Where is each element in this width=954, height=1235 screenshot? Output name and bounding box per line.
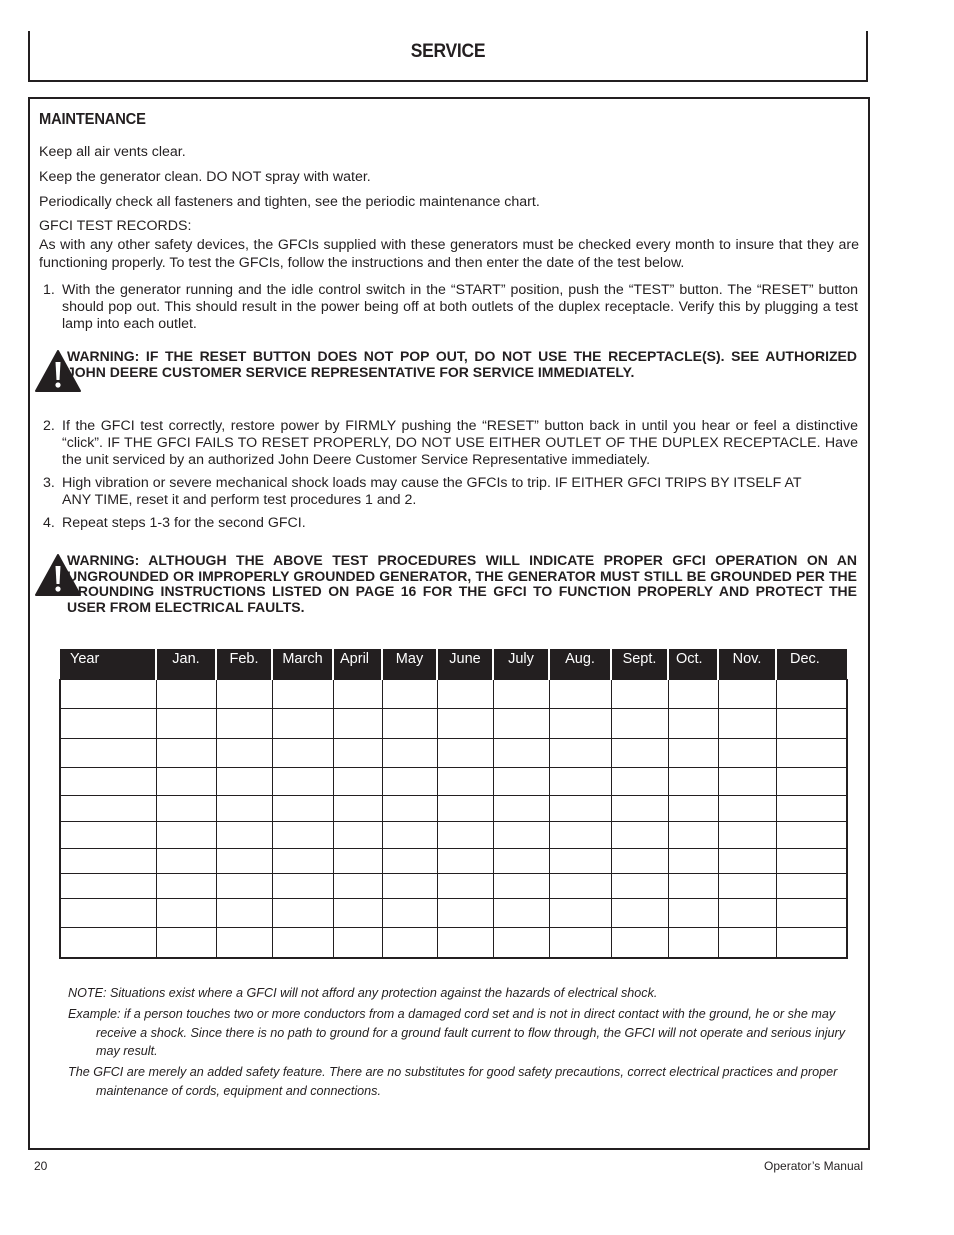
paragraph-clean: Keep the generator clean. DO NOT spray with water. <box>39 169 371 185</box>
table-row <box>60 767 847 795</box>
record-cell[interactable] <box>216 899 272 928</box>
record-cell[interactable] <box>333 708 382 738</box>
record-cell[interactable] <box>437 708 493 738</box>
record-cell[interactable] <box>156 899 216 928</box>
record-cell[interactable] <box>493 874 549 899</box>
record-cell[interactable] <box>60 738 156 767</box>
note-example <box>68 1005 860 1061</box>
step-number: 2. <box>43 418 55 434</box>
column-header-july: July <box>493 649 549 679</box>
record-cell[interactable] <box>776 821 847 848</box>
record-cell[interactable] <box>776 899 847 928</box>
step-text: If the GFCI test correctly, restore power by FIRMLY pushing the “RESET” button back in until you hear or feel a distinctive “click”. IF THE GFCI FAILS TO RESET PROPERLY, DO NOT USE EITHER OUTLET OF THE DUPLEX RECEPTACLE. Have the unit serviced by an authorized John Deere Customer Service Representative immediately. <box>62 418 858 468</box>
record-cell[interactable] <box>611 679 668 708</box>
table-header-row <box>60 649 847 679</box>
record-cell[interactable] <box>549 821 611 848</box>
record-cell[interactable] <box>776 708 847 738</box>
record-cell[interactable] <box>382 795 437 821</box>
record-cell[interactable] <box>493 899 549 928</box>
record-cell[interactable] <box>493 738 549 767</box>
note-safety-feature <box>68 1063 860 1100</box>
record-cell[interactable] <box>718 767 776 795</box>
record-cell[interactable] <box>718 849 776 874</box>
gfci-test-record-table <box>59 649 848 959</box>
record-cell[interactable] <box>272 795 333 821</box>
paragraph-fasteners: Periodically check all fasteners and tighten, see the periodic maintenance chart. <box>39 194 540 210</box>
record-cell[interactable] <box>382 708 437 738</box>
record-cell[interactable] <box>668 849 718 874</box>
record-cell[interactable] <box>60 849 156 874</box>
column-header-sept: Sept. <box>611 649 668 679</box>
page-number: 20 <box>34 1159 48 1173</box>
record-cell[interactable] <box>611 849 668 874</box>
table-row <box>60 928 847 958</box>
section-title: MAINTENANCE <box>39 111 146 128</box>
record-cell[interactable] <box>216 679 272 708</box>
record-cell[interactable] <box>60 821 156 848</box>
record-cell[interactable] <box>611 874 668 899</box>
record-cell[interactable] <box>549 849 611 874</box>
column-header-jan: Jan. <box>156 649 216 679</box>
record-cell[interactable] <box>718 821 776 848</box>
record-cell[interactable] <box>382 928 437 958</box>
record-cell[interactable] <box>156 767 216 795</box>
table-row <box>60 708 847 738</box>
column-header-oct: Oct. <box>668 649 718 679</box>
record-cell[interactable] <box>382 679 437 708</box>
record-cell[interactable] <box>611 928 668 958</box>
record-cell[interactable] <box>272 928 333 958</box>
record-cell[interactable] <box>216 821 272 848</box>
record-cell[interactable] <box>718 738 776 767</box>
table-row <box>60 738 847 767</box>
record-cell[interactable] <box>156 795 216 821</box>
record-cell[interactable] <box>611 767 668 795</box>
record-cell[interactable] <box>382 738 437 767</box>
record-cell[interactable] <box>493 849 549 874</box>
note-safety-text: The GFCI are merely an added safety feature. There are no substitutes for good safety precautions, correct electrical practices and proper maintenance of cords, equipment and connections. <box>68 1065 838 1098</box>
record-cell[interactable] <box>156 928 216 958</box>
record-cell[interactable] <box>216 795 272 821</box>
record-cell[interactable] <box>718 708 776 738</box>
record-cell[interactable] <box>382 874 437 899</box>
record-cell[interactable] <box>718 874 776 899</box>
record-cell[interactable] <box>272 899 333 928</box>
record-cell[interactable] <box>60 899 156 928</box>
table-row <box>60 795 847 821</box>
record-cell[interactable] <box>333 899 382 928</box>
record-cell[interactable] <box>216 708 272 738</box>
record-cell[interactable] <box>272 849 333 874</box>
record-cell[interactable] <box>668 767 718 795</box>
record-cell[interactable] <box>437 849 493 874</box>
warning-text: WARNING: IF THE RESET BUTTON DOES NOT POP OUT, DO NOT USE THE RECEPTACLE(S). SEE AUTHORIZED JOHN DEERE CUSTOMER SERVICE REPRESENTATIVE FOR SERVICE IMMEDIATELY. <box>67 348 857 380</box>
record-cell[interactable] <box>272 821 333 848</box>
record-cell[interactable] <box>156 708 216 738</box>
record-cell[interactable] <box>60 708 156 738</box>
record-cell[interactable] <box>156 821 216 848</box>
record-cell[interactable] <box>60 767 156 795</box>
record-cell[interactable] <box>549 874 611 899</box>
record-cell[interactable] <box>60 795 156 821</box>
record-cell[interactable] <box>437 899 493 928</box>
record-cell[interactable] <box>156 874 216 899</box>
record-cell[interactable] <box>668 738 718 767</box>
record-cell[interactable] <box>272 679 333 708</box>
record-cell[interactable] <box>549 708 611 738</box>
record-cell[interactable] <box>611 795 668 821</box>
record-cell[interactable] <box>382 899 437 928</box>
record-cell[interactable] <box>718 928 776 958</box>
record-cell[interactable] <box>333 874 382 899</box>
record-cell[interactable] <box>382 821 437 848</box>
record-cell[interactable] <box>60 928 156 958</box>
table-row <box>60 899 847 928</box>
record-cell[interactable] <box>216 767 272 795</box>
step-text: High vibration or severe mechanical shock loads may cause the GFCIs to trip. IF EITHER GFCI TRIPS BY ITSELF AT ANY TIME, reset it and perform test procedures 1 and 2. <box>62 475 802 508</box>
record-cell[interactable] <box>668 874 718 899</box>
record-cell[interactable] <box>272 874 333 899</box>
step-number: 1. <box>43 282 55 298</box>
record-cell[interactable] <box>549 767 611 795</box>
column-header-nov: Nov. <box>718 649 776 679</box>
column-header-feb: Feb. <box>216 649 272 679</box>
record-cell[interactable] <box>776 849 847 874</box>
table-row <box>60 821 847 848</box>
record-cell[interactable] <box>333 738 382 767</box>
record-cell[interactable] <box>437 821 493 848</box>
record-cell[interactable] <box>776 679 847 708</box>
record-cell[interactable] <box>333 928 382 958</box>
table-row <box>60 849 847 874</box>
column-header-june: June <box>437 649 493 679</box>
note-example-text: Example: if a person touches two or more conductors from a damaged cord set and is not in direct contact with the ground, he or she may receive a shock. Since there is no path to ground for a ground fault current to flow through, the GFCI will not operate and serious injury may result. <box>68 1007 846 1058</box>
record-cell[interactable] <box>216 928 272 958</box>
record-cell[interactable] <box>437 874 493 899</box>
record-cell[interactable] <box>493 767 549 795</box>
record-cell[interactable] <box>216 874 272 899</box>
step-number: 3. <box>43 475 55 491</box>
column-header-april: April <box>333 649 382 679</box>
table-row <box>60 874 847 899</box>
column-header-march: March <box>272 649 333 679</box>
step-number: 4. <box>43 515 55 531</box>
record-cell[interactable] <box>156 738 216 767</box>
record-cell[interactable] <box>333 795 382 821</box>
record-cell[interactable] <box>382 767 437 795</box>
record-cell[interactable] <box>549 928 611 958</box>
record-cell[interactable] <box>437 679 493 708</box>
table-row <box>60 679 847 708</box>
record-cell[interactable] <box>668 795 718 821</box>
record-cell[interactable] <box>382 849 437 874</box>
step-text: Repeat steps 1-3 for the second GFCI. <box>62 515 306 531</box>
record-cell[interactable] <box>493 795 549 821</box>
table-body <box>60 679 847 958</box>
record-cell[interactable] <box>776 928 847 958</box>
record-cell[interactable] <box>216 849 272 874</box>
record-cell[interactable] <box>333 821 382 848</box>
record-cell[interactable] <box>60 874 156 899</box>
record-cell[interactable] <box>776 795 847 821</box>
record-cell[interactable] <box>493 679 549 708</box>
record-cell[interactable] <box>437 738 493 767</box>
record-cell[interactable] <box>272 708 333 738</box>
record-cell[interactable] <box>437 795 493 821</box>
record-cell[interactable] <box>776 738 847 767</box>
record-cell[interactable] <box>668 679 718 708</box>
record-cell[interactable] <box>718 899 776 928</box>
column-header-dec: Dec. <box>776 649 847 679</box>
column-header-year: Year <box>60 649 156 679</box>
record-cell[interactable] <box>718 795 776 821</box>
gfci-records-heading: GFCI TEST RECORDS: <box>39 218 192 234</box>
record-cell[interactable] <box>272 767 333 795</box>
record-cell[interactable] <box>333 679 382 708</box>
header-box <box>28 31 868 82</box>
record-cell[interactable] <box>493 708 549 738</box>
record-cell[interactable] <box>611 821 668 848</box>
record-cell[interactable] <box>156 679 216 708</box>
manual-name: Operator’s Manual <box>764 1159 863 1173</box>
record-cell[interactable] <box>668 821 718 848</box>
record-cell[interactable] <box>272 738 333 767</box>
record-cell[interactable] <box>718 679 776 708</box>
record-cell[interactable] <box>776 874 847 899</box>
record-cell[interactable] <box>668 928 718 958</box>
page-title: SERVICE <box>410 41 486 62</box>
record-cell[interactable] <box>437 767 493 795</box>
note-gfci-protection: NOTE: Situations exist where a GFCI will not afford any protection against the hazards of electrical shock. <box>68 986 658 1000</box>
record-cell[interactable] <box>333 849 382 874</box>
record-cell[interactable] <box>333 767 382 795</box>
record-cell[interactable] <box>611 899 668 928</box>
record-cell[interactable] <box>549 795 611 821</box>
column-header-aug: Aug. <box>549 649 611 679</box>
record-cell[interactable] <box>668 708 718 738</box>
record-cell[interactable] <box>549 899 611 928</box>
record-cell[interactable] <box>611 738 668 767</box>
paragraph-air-vents: Keep all air vents clear. <box>39 144 186 160</box>
warning-text: WARNING: ALTHOUGH THE ABOVE TEST PROCEDURES WILL INDICATE PROPER GFCI OPERATION ON AN UNGROUNDED OR IMPROPERLY GROUNDED GENERATOR, THE GENERATOR MUST STILL BE GROUNDED PER THE GROUNDING INSTRUCTIONS LISTED ON PAGE 16 FOR THE GFCI TO FUNCTION PROPERLY AND PROTECT THE USER FROM ELECTRICAL FAULTS. <box>67 552 857 615</box>
record-cell[interactable] <box>493 928 549 958</box>
column-header-may: May <box>382 649 437 679</box>
record-cell[interactable] <box>611 708 668 738</box>
gfci-records-body: As with any other safety devices, the GFCIs supplied with these generators must be checked every month to insure that they are functioning properly. To test the GFCIs, follow the instructions and then enter the date of the test below. <box>39 237 859 271</box>
record-cell[interactable] <box>668 899 718 928</box>
record-cell[interactable] <box>776 767 847 795</box>
record-cell[interactable] <box>156 849 216 874</box>
record-cell[interactable] <box>437 928 493 958</box>
record-cell[interactable] <box>216 738 272 767</box>
record-cell[interactable] <box>549 679 611 708</box>
step-text: With the generator running and the idle control switch in the “START” position, push the “TEST” button. The “RESET” button should pop out. This should result in the power being off at both outlets of the duplex receptacle. Verify this by plugging a test lamp into each outlet. <box>62 282 858 332</box>
record-cell[interactable] <box>60 679 156 708</box>
record-cell[interactable] <box>549 738 611 767</box>
record-cell[interactable] <box>493 821 549 848</box>
